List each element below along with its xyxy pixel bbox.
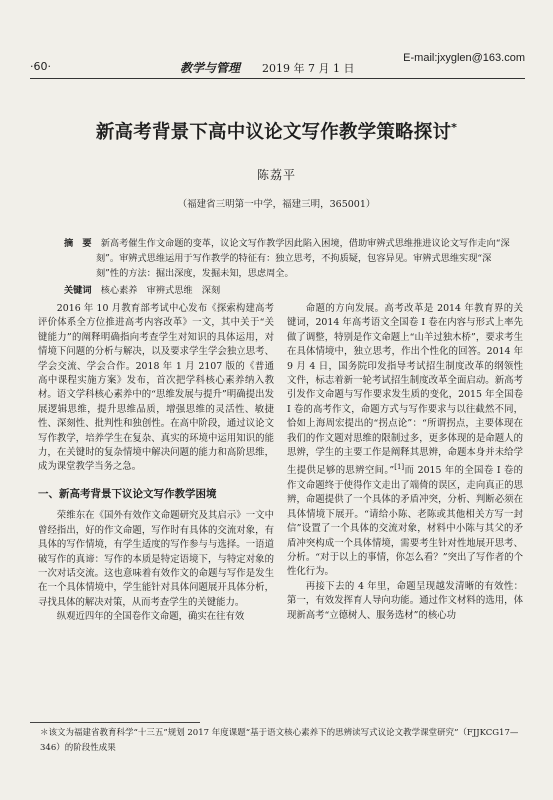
issue-date: 2019 年 7 月 1 日 [262, 62, 355, 75]
header-rule [30, 78, 525, 79]
journal-email: E-mail:jxyglen@163.com [403, 52, 525, 64]
body-text: 而 2015 年的全国卷 I 卷的作文命题终于使得作文走出了端倚的误区，走向真正的思辨，命题提供了一个具体的矛盾冲突，分析、判断必须在具体情境下展开。“请给小陈、老陈或其他相关方写一封信”设置了一个具体的交流对象，材料中小陈与其父的矛盾冲突构成一个具体情境，需要考生针对性地展开思考、分析。“对于以上的事情，你怎么看？”突出了写作者的个性化行为。 [287, 465, 524, 578]
abstract-label: 摘 要 [64, 238, 92, 249]
body-paragraph: 2016 年 10 月教育部考试中心发布《探索构建高考评价体系全方位推进高考内容改革》一文，其中关于“关键能力”的阐释明确指向考查学生对知识的具体运用，对情境下问题的分析与解决，以及要求学生学会独立思考、学会交流、学会合作。2018 年 1 月 2107 版的《普通高中课程实施方案》发布，首次把学科核心素养纳入教材。语文学科核心素养中的“思维发展与提升”明确提出发展逻辑思维，提升思维品质，增强思维的灵活性、敏捷性、深刻性、批判性和独创性。在高中阶段，通过议论文写作教学，培养学生在复杂、真实的环境中运用知识的能力，在关键时的复杂情境中解决问题的能力和高阶思维，成为课堂教学当务之急。 [38, 303, 274, 473]
body-paragraph: 荣维东在《国外有效作文命题研究及其启示》一文中曾经指出，好的作文命题，写作时有具体的交流对象，有具体的写作情境，有学生适度的写作参与与选择。一语道破写作的真谛：写作的本质是特定语境下，与特定对象的一次对话交流。这也意味着有效作文的命题与写作是发生在一个具体情境中，学生能针对具体问题展开具体分析，寻找具体的解决对策，从而考查学生的关键能力。 [38, 510, 274, 608]
citation-mark: [1] [394, 463, 405, 472]
keywords-text: 核心素养 审辨式思维 深刻 [100, 285, 221, 296]
abstract-text: 新高考催生作文命题的变革，议论文写作教学因此陷入困境，借助审辨式思维推进议论文写作走向“深刻”。审辨式思维运用于写作教学的特征有：独立思考，不拘质疑，包容异见。审辨式思维实现“深刻”性的方法：掘出深度，发掘未知，思虑周全。 [96, 238, 510, 279]
running-header [30, 50, 525, 80]
body-paragraph [287, 302, 523, 580]
abstract [64, 236, 513, 281]
keywords-label: 关键词 [64, 285, 92, 296]
footnote: ＊该文为福建省教育科学“十三五”规划 2017 年度课题“基于语文核心素养下的思辨读写式议论文教学课堂研究”（FJJKCG17—346）的阶段性成果 [40, 728, 519, 753]
footnote-rule [30, 722, 200, 723]
author-affiliation: （福建省三明第一中学，福建三明，365001） [177, 199, 376, 210]
body-paragraph: 纵观近四年的全国卷作文命题，确实在往有效 [56, 611, 245, 623]
article-title [0, 118, 553, 144]
author-name: 陈荔平 [256, 168, 296, 182]
page-number: ·60· [30, 60, 51, 73]
right-column [287, 302, 523, 623]
title-footnote-mark: * [451, 120, 458, 134]
body-paragraph: 再接下去的 4 年里，命题呈现越发清晰的有效性：第一，有效发挥育人导向功能。通过作文材料的选用，体现新高考“立德树人、服务选材”的核心功 [287, 580, 523, 621]
journal-name: 教学与管理 [180, 61, 241, 75]
section-heading: 一、新高考背景下议论文写作教学困境 [38, 487, 217, 500]
left-column [38, 302, 274, 625]
article-title-text: 新高考背景下高中议论文写作教学策略探讨 [95, 122, 452, 143]
body-text: 命题的方向发展。高考改革是 2014 年教育界的关键词，2014 年高考语文全国卷 I 卷在内容与形式上率先做了调整，特别是作文命题上“山羊过独木桥”，要求考生在具体情境中，独立思考，作出个性化的回答。2014 年 9 月 4 日，国务院印发指导考试招生制度改革的纲领性文件，标志着新一轮考试招生制度改革全面启动。新高考引发作文命题与写作要求发生质的变化，2015 年全国卷 I 卷的高考作文，命题方式与写作要求与以往截然不同，恰如上海周宏提出的“拐点论”：“所谓拐点，主要体现在我们的作文题对思维的限制过多，更多体现的是命题人的思辨，学生的主要工作是阐释其思辨，命题本身并未给学生提供足够的思辨空间。” [287, 303, 523, 477]
keywords [64, 282, 513, 296]
